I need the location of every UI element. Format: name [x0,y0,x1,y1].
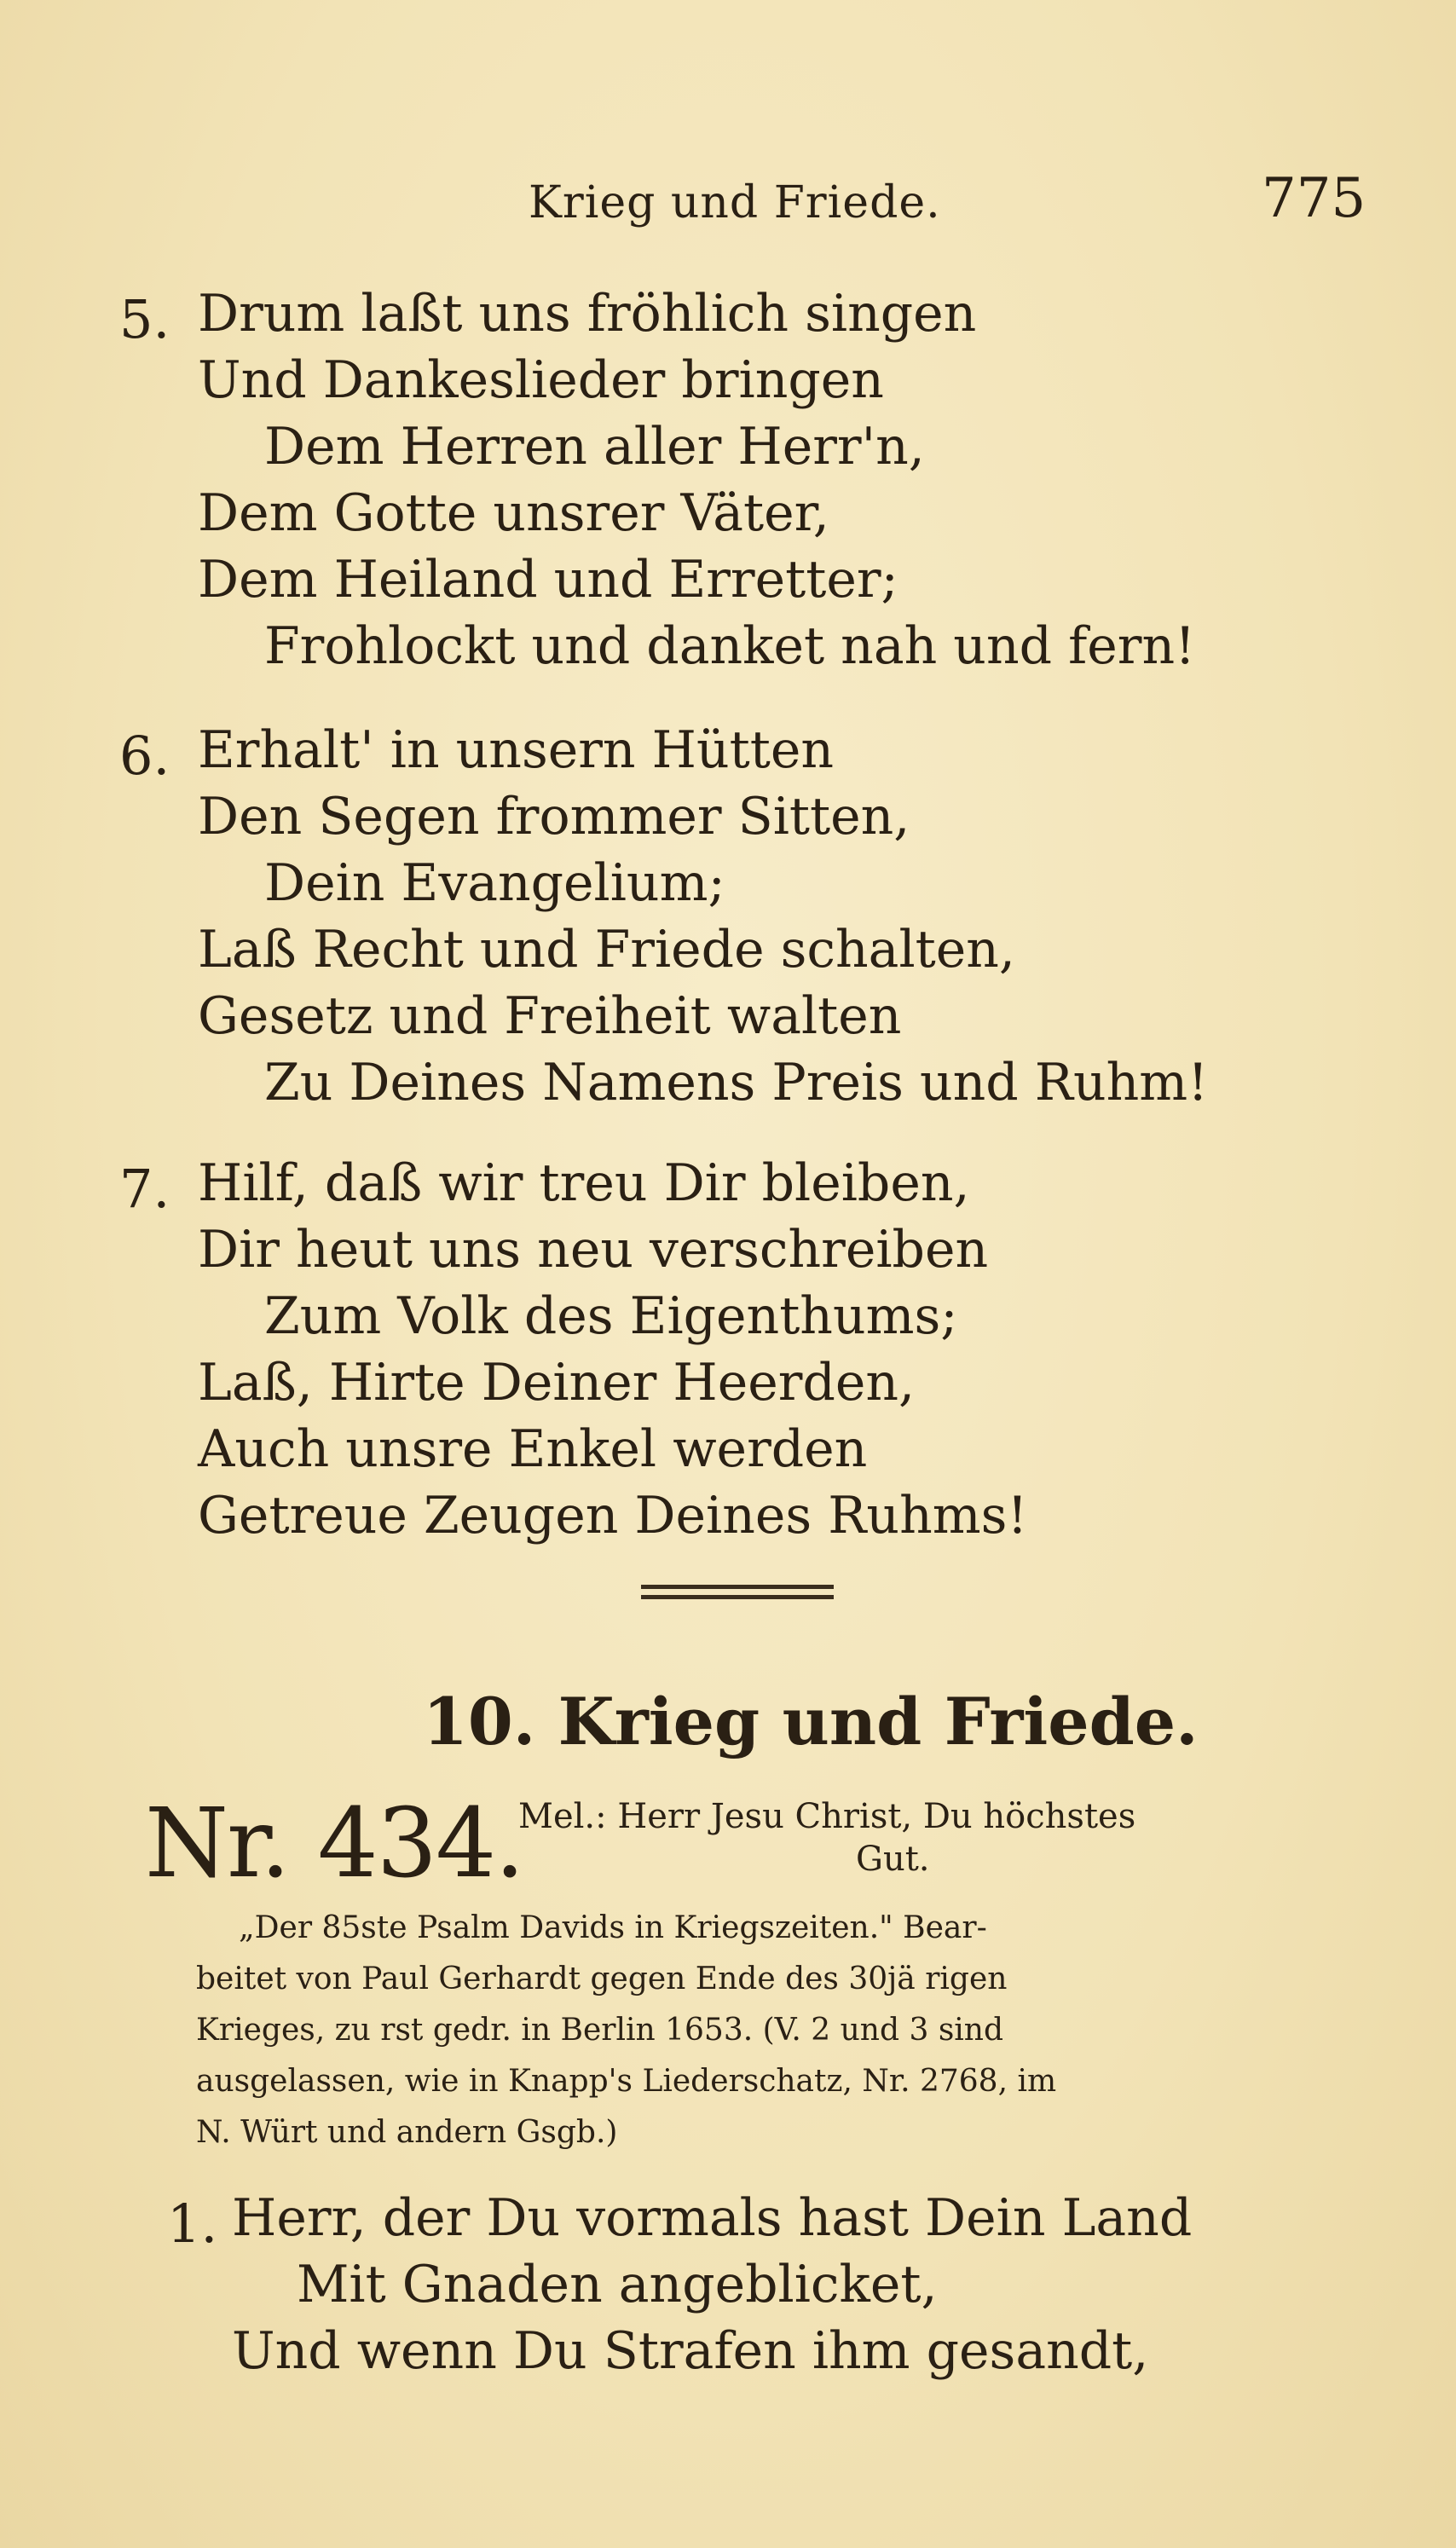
verse-line: Dem Gotte unsrer Väter, [198,483,829,543]
source-note-line: „Der 85ste Psalm Davids in Kriegszeiten." Bear- [239,1910,987,1945]
verse-line: Getreue Zeugen Deines Ruhms! [198,1486,1028,1546]
verse-line: Dir heut uns neu verschreiben [198,1220,989,1280]
verse-line: Zu Deines Namens Preis und Ruhm! [264,1053,1209,1112]
hymn-number: Nr. 434. [145,1788,523,1899]
verse-number: 6. [119,725,170,787]
verse-line: Herr, der Du vormals hast Dein Land [232,2188,1193,2248]
melody-line-continued: Gut. [856,1840,930,1879]
verse-line: Hilf, daß wir treu Dir bleiben, [198,1153,970,1213]
verse-line: Dem Heiland und Erretter; [198,550,898,610]
verse-line: Und Dankeslieder bringen [198,350,884,410]
verse-number: 5. [119,288,170,350]
section-heading: 10. Krieg und Friede. [423,1684,1199,1759]
verse-line: Zum Volk des Eigenthums; [264,1286,958,1346]
melody-line: Mel.: Herr Jesu Christ, Du höchstes [518,1797,1136,1836]
source-note-line: beitet von Paul Gerhardt gegen Ende des 30jä rigen [196,1962,1008,1996]
verse-line: Und wenn Du Strafen ihm gesandt, [232,2321,1149,2381]
verse-line: Frohlockt und danket nah und fern! [264,616,1196,676]
verse-line: Drum laßt uns fröhlich singen [198,284,977,344]
divider-rule-top [641,1585,834,1589]
verse-number: 7. [119,1158,170,1220]
verse-line: Auch unsre Enkel werden [198,1419,868,1479]
divider-rule-bottom [641,1595,834,1599]
running-head: Krieg und Friede. [529,177,941,228]
verse-number: 1. [167,2193,218,2255]
verse-line: Dem Herren aller Herr'n, [264,417,925,477]
source-note-line: ausgelassen, wie in Knapp's Liederschatz, Nr. 2768, im [196,2064,1057,2099]
verse-line: Laß Recht und Friede schalten, [198,920,1015,979]
source-note-line: N. Würt und andern Gsgb.) [196,2115,618,2150]
verse-line: Mit Gnaden angeblicket, [297,2255,938,2314]
page-number: 775 [1262,167,1366,230]
verse-line: Dein Evangelium; [264,853,725,913]
verse-line: Den Segen frommer Sitten, [198,787,910,846]
verse-line: Gesetz und Freiheit walten [198,986,902,1046]
verse-line: Erhalt' in unsern Hütten [198,720,834,780]
source-note-line: Krieges, zu rst gedr. in Berlin 1653. (V. 2 und 3 sind [196,2013,1004,2048]
verse-line: Laß, Hirte Deiner Heerden, [198,1353,916,1413]
